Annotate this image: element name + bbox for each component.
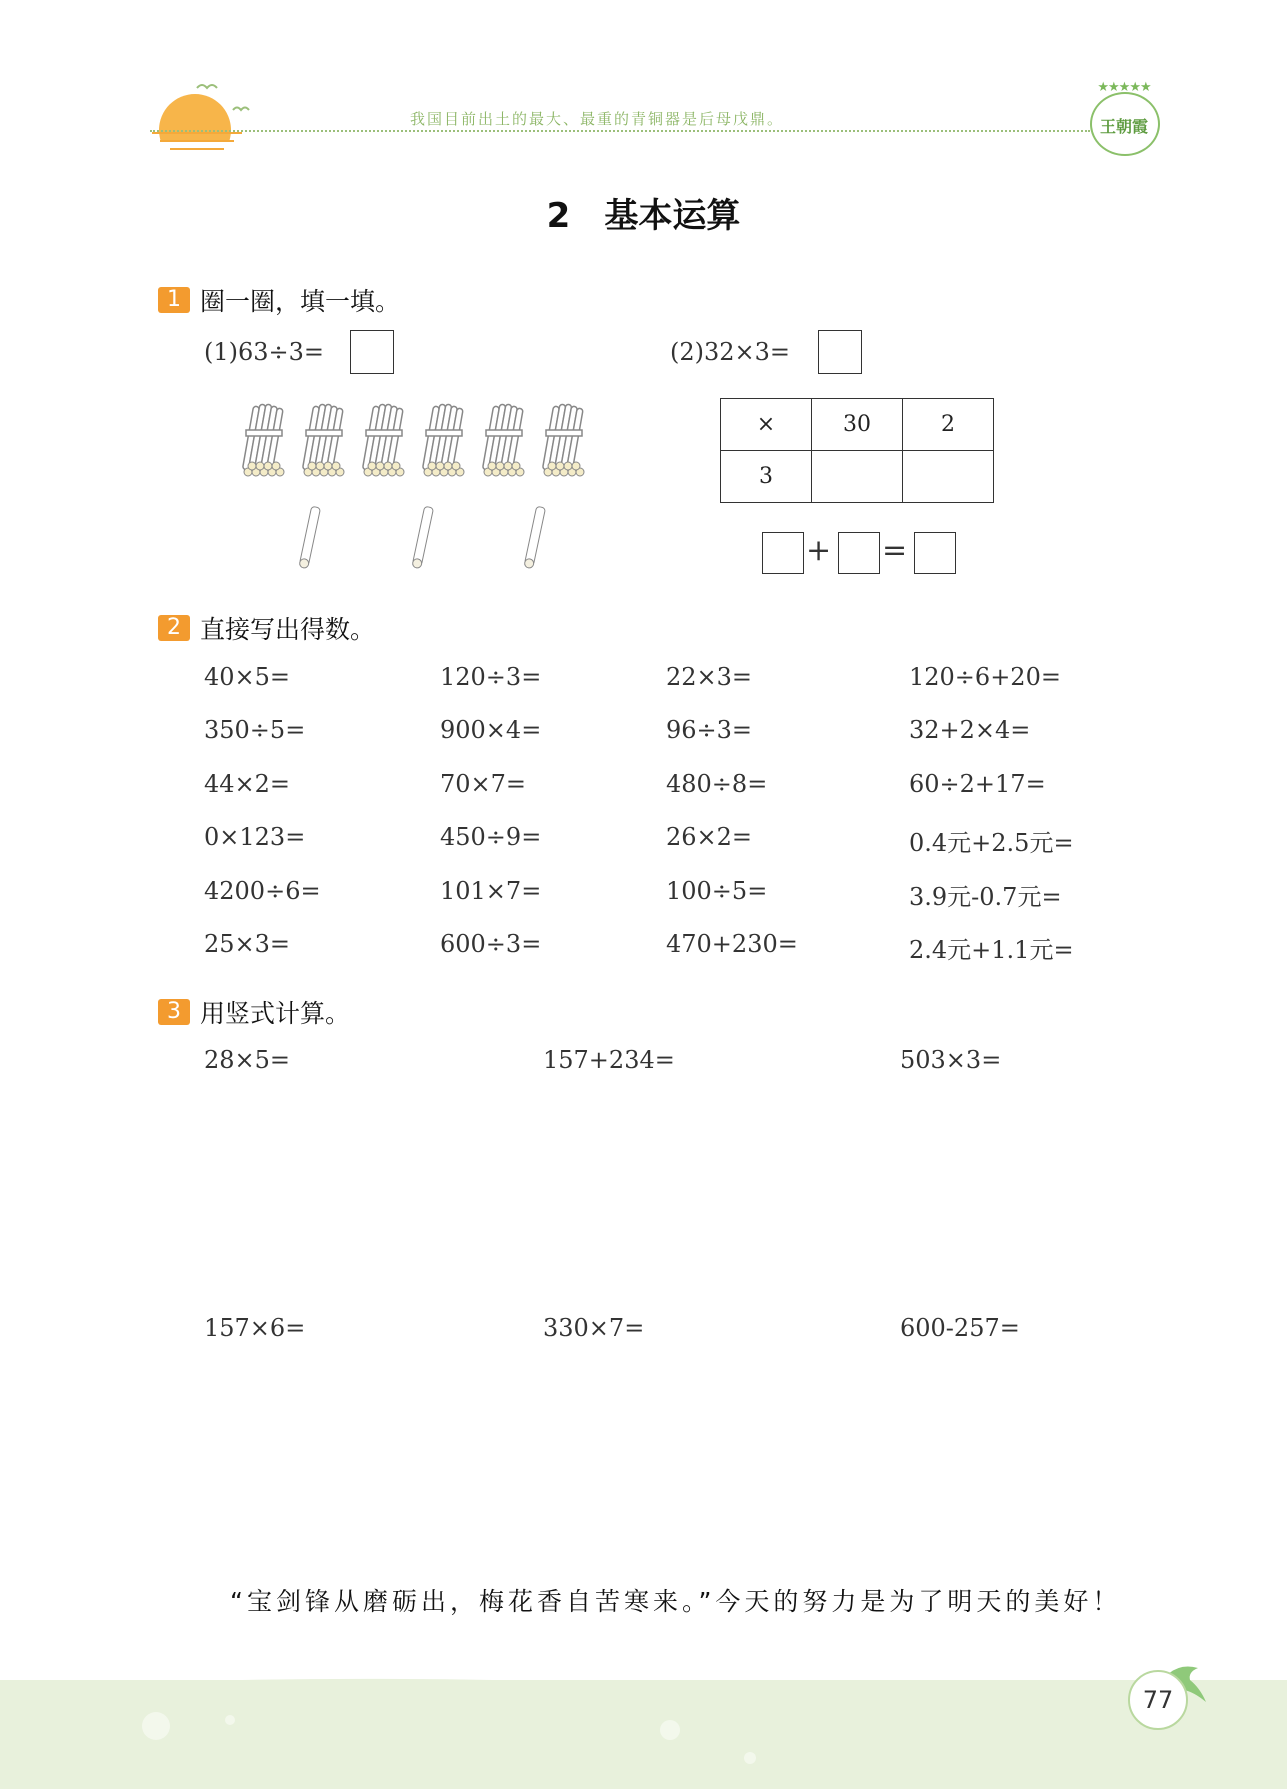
- brand-logo: [1088, 80, 1160, 160]
- vertical-calc-item: 28×5=: [204, 1046, 291, 1074]
- calc-item: 450÷9=: [440, 823, 542, 851]
- calc-item: 470+230=: [666, 930, 798, 958]
- answer-box-q1[interactable]: [350, 330, 394, 374]
- calc-item: 600÷3=: [440, 930, 542, 958]
- equals-sign: =: [882, 533, 908, 568]
- section-1-title: 圈一圈，填一填。: [200, 287, 401, 316]
- footer-bubbles: [130, 1700, 1030, 1780]
- vertical-calc-item: 157×6=: [204, 1314, 306, 1342]
- calc-item: 101×7=: [440, 877, 542, 905]
- question-1-expression: (1)63÷3=: [204, 338, 325, 366]
- calc-item: 96÷3=: [666, 716, 753, 744]
- header-dotted-line: [150, 130, 1090, 132]
- page-number: 77: [1128, 1670, 1188, 1730]
- calc-item: 100÷5=: [666, 877, 768, 905]
- plus-sign: +: [806, 533, 832, 568]
- section-2-title: 直接写出得数。: [200, 615, 376, 644]
- motivational-quote: “宝剑锋从磨砺出，梅花香自苦寒来。”今天的努力是为了明天的美好！: [230, 1587, 1122, 1616]
- sum-box-1[interactable]: [762, 532, 804, 574]
- calc-item: 40×5=: [204, 663, 291, 691]
- answer-box-q2[interactable]: [818, 330, 862, 374]
- section-3-title: 用竖式计算。: [200, 999, 351, 1028]
- section-1-number: 1: [158, 287, 190, 313]
- single-stick: [299, 506, 321, 567]
- calc-item: 350÷5=: [204, 716, 306, 744]
- grid-header-op: ×: [721, 399, 812, 451]
- calc-item: 32+2×4=: [909, 716, 1031, 744]
- calc-item: 70×7=: [440, 770, 527, 798]
- calc-item: 120÷3=: [440, 663, 542, 691]
- calc-item: 480÷8=: [666, 770, 768, 798]
- logo-name: 王朝霞: [1099, 117, 1148, 136]
- calc-item: 4200÷6=: [204, 877, 321, 905]
- vertical-calc-item: 600-257=: [900, 1314, 1020, 1342]
- multiplication-grid: [720, 398, 994, 503]
- grid-header-30: 30: [812, 399, 903, 451]
- single-stick: [412, 506, 434, 567]
- grid-row-3: 3: [721, 451, 812, 503]
- page-title: 2 基本运算: [546, 196, 741, 236]
- calc-item: 22×3=: [666, 663, 753, 691]
- vertical-calc-item: 503×3=: [900, 1046, 1002, 1074]
- bird-icons: [195, 80, 255, 120]
- calc-item: 120÷6+20=: [909, 663, 1061, 691]
- calc-item: 900×4=: [440, 716, 542, 744]
- calc-item: 0×123=: [204, 823, 306, 851]
- calc-item: 60÷2+17=: [909, 770, 1046, 798]
- vertical-calc-item: 157+234=: [543, 1046, 675, 1074]
- grid-header-2: 2: [903, 399, 994, 451]
- calc-item: 3.9元-0.7元=: [909, 883, 1062, 911]
- grid-cell-answer[interactable]: [812, 451, 903, 503]
- calc-item: 0.4元+2.5元=: [909, 829, 1074, 857]
- section-1-heading: [158, 282, 401, 316]
- calc-item: 25×3=: [204, 930, 291, 958]
- logo-stars: ★★★★★: [1097, 80, 1151, 95]
- section-3-heading: [158, 994, 351, 1028]
- calc-item: 26×2=: [666, 823, 753, 851]
- question-2-expression: (2)32×3=: [670, 338, 791, 366]
- section-2-number: 2: [158, 615, 190, 641]
- grid-cell-answer[interactable]: [903, 451, 994, 503]
- calc-item: 44×2=: [204, 770, 291, 798]
- stick-bundles-illustration: [240, 400, 600, 490]
- calc-item: 2.4元+1.1元=: [909, 936, 1074, 964]
- sum-box-2[interactable]: [838, 532, 880, 574]
- header-fact-text: 我国目前出土的最大、最重的青铜器是后母戊鼎。: [410, 110, 785, 128]
- vertical-calc-item: 330×7=: [543, 1314, 645, 1342]
- sum-box-result[interactable]: [914, 532, 956, 574]
- section-2-heading: [158, 610, 376, 644]
- section-3-number: 3: [158, 999, 190, 1025]
- single-stick: [524, 506, 546, 567]
